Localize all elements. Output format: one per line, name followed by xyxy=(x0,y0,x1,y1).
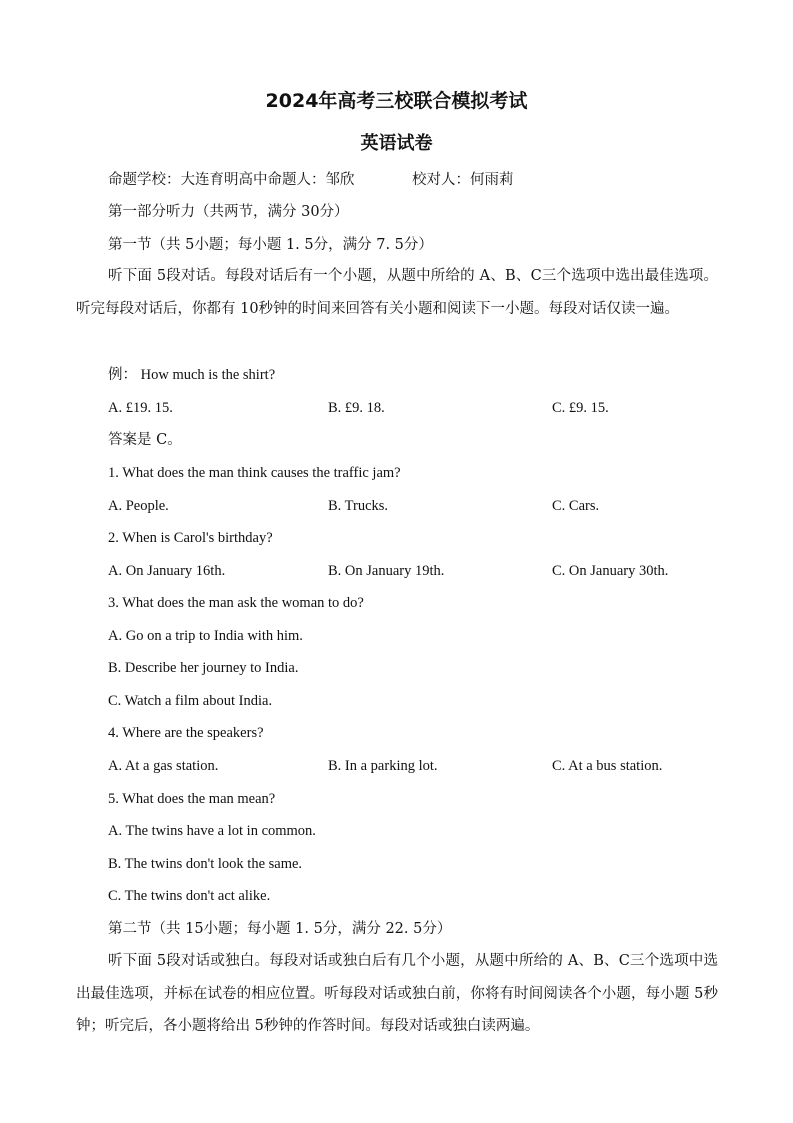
question-4: 4. Where are the speakers? xyxy=(108,725,264,741)
question-5-option-c: C. The twins don't act alike. xyxy=(108,888,271,904)
example-option-b: B. £9. 18. xyxy=(328,400,385,416)
part1-heading: 第一部分听力（共两节，满分 30分） xyxy=(108,204,349,220)
question-4-option-b: B. In a parking lot. xyxy=(328,758,438,774)
exam-subtitle: 英语试卷 xyxy=(360,133,433,154)
section1-heading: 第一节（共 5小题；每小题 1. 5分，满分 7. 5分） xyxy=(108,237,433,253)
meta-checker: 校对人：何雨莉 xyxy=(412,172,514,188)
question-5-option-a: A. The twins have a lot in common. xyxy=(108,823,316,839)
example-option-c: C. £9. 15. xyxy=(552,400,609,416)
question-5-option-b: B. The twins don't look the same. xyxy=(108,856,303,872)
question-3-option-c: C. Watch a film about India. xyxy=(108,693,273,709)
exam-title: 2024年高考三校联合模拟考试 xyxy=(265,90,528,112)
section1-instructions: 听下面 5段对话。每段对话后有一个小题，从题中所给的 A、B、C三个选项中选出最佳选项。听完每段对话后，你都有 10秒钟的时间来回答有关小题和阅读下一小题。每段对话仅读一遍。 xyxy=(76,268,718,317)
example-answer: 答案是 C。 xyxy=(108,432,182,448)
example-option-a: A. £19. 15. xyxy=(108,400,173,416)
section2-heading: 第二节（共 15小题；每小题 1. 5分，满分 22. 5分） xyxy=(108,921,452,937)
question-3-option-b: B. Describe her journey to India. xyxy=(108,660,299,676)
question-1-option-b: B. Trucks. xyxy=(328,498,389,514)
meta-school: 命题学校：大连育明高中命题人：邹欣 xyxy=(108,172,355,188)
question-4-option-a: A. At a gas station. xyxy=(108,758,219,774)
section2-instructions: 听下面 5段对话或独白。每段对话或独白后有几个小题，从题中所给的 A、B、C三个选项中选出最佳选项，并标在试卷的相应位置。听每段对话或独白前，你将有时间阅读各个小题，每小题 5秒钟；听完后，各小题将给出 5秒钟的作答时间。每段对话或独白读两遍。 xyxy=(76,953,718,1034)
example-question: 例： How much is the shirt? xyxy=(108,367,276,383)
question-2-option-a: A. On January 16th. xyxy=(108,563,226,579)
question-2-option-c: C. On January 30th. xyxy=(552,563,669,579)
question-2: 2. When is Carol's birthday? xyxy=(108,530,273,546)
question-5: 5. What does the man mean? xyxy=(108,791,276,807)
question-3-option-a: A. Go on a trip to India with him. xyxy=(108,628,303,644)
question-3: 3. What does the man ask the woman to do? xyxy=(108,595,364,611)
question-4-option-c: C. At a bus station. xyxy=(552,758,663,774)
question-2-option-b: B. On January 19th. xyxy=(328,563,445,579)
question-1-option-a: A. People. xyxy=(108,498,169,514)
question-1: 1. What does the man think causes the traffic jam? xyxy=(108,465,401,481)
question-1-option-c: C. Cars. xyxy=(552,498,600,514)
